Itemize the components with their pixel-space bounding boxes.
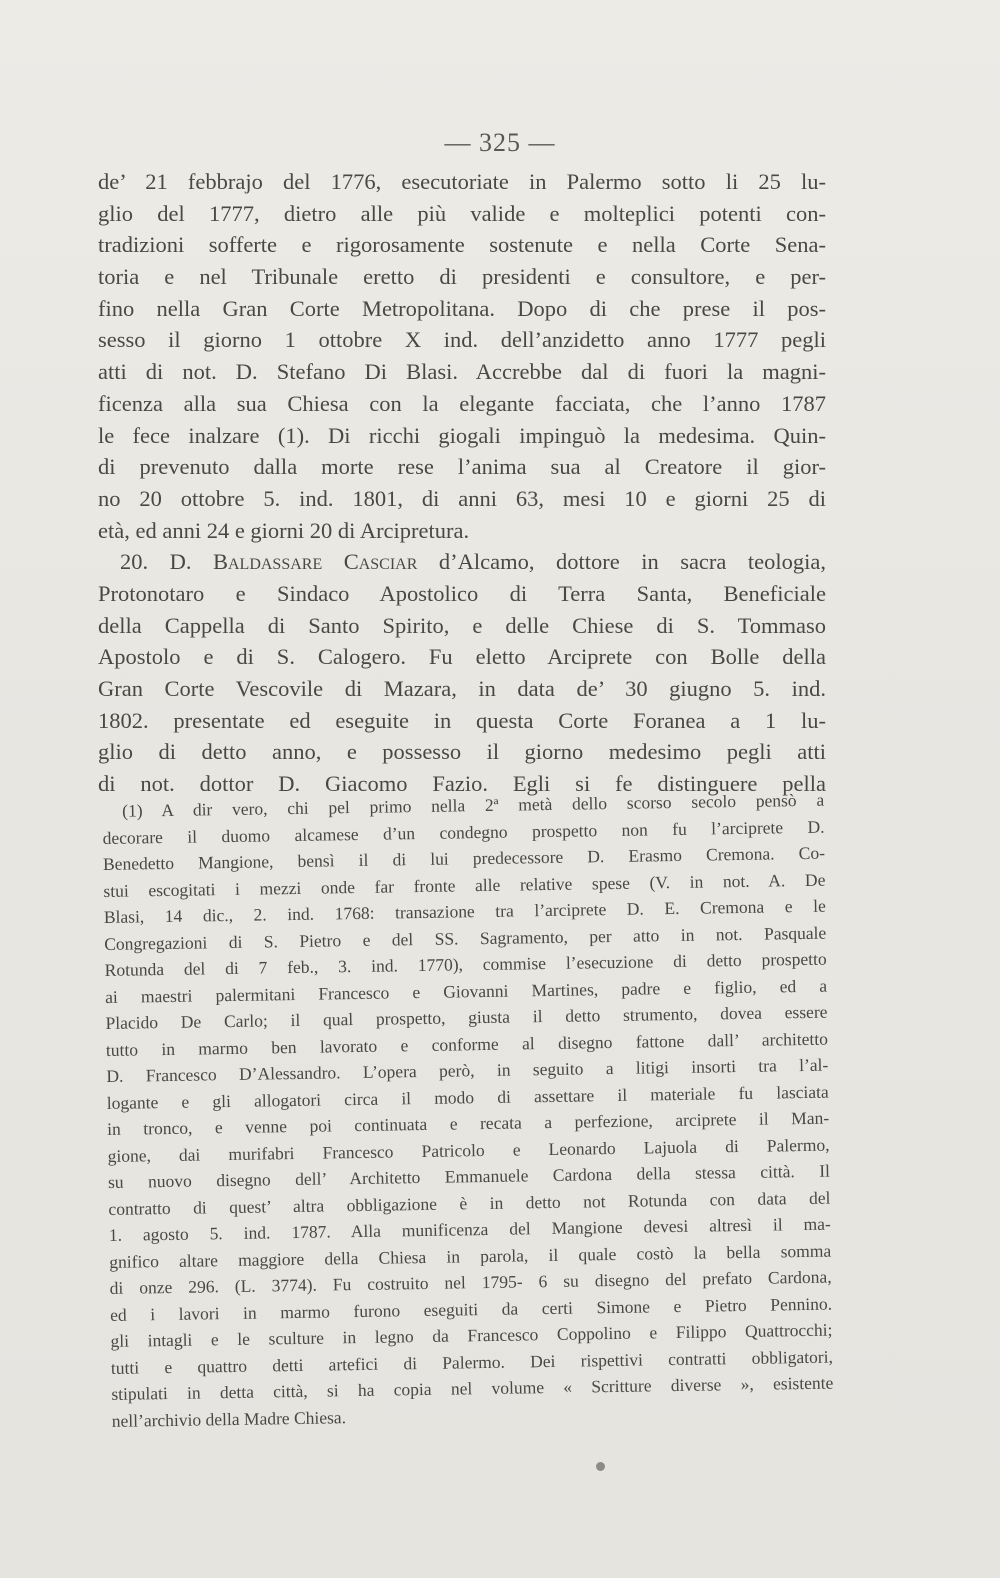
text-line: glio del 1777, dietro alle più valide e molteplici potenti con-	[98, 200, 826, 226]
text-line: Gran Corte Vescovile di Mazara, in data de’ 30 giugno 5. ind.	[98, 676, 826, 701]
text-line: le fece inalzare (1). Di ricchi giogali impinguò la medesima. Quin-	[98, 422, 826, 448]
footnote-line: tutti e quattro detti artefici di Palermo. Dei rispettivi contratti obbligatori,	[110, 1346, 834, 1378]
footnote-line: Congregazioni di S. Pietro e del SS. Sagramento, per atto in not. Pasquale	[104, 922, 827, 954]
ink-dot	[596, 1462, 605, 1471]
footnote-line: decorare il duomo alcamese d’un condegno prospetto non fu l’arciprete D.	[102, 816, 825, 848]
text-line: no 20 ottobre 5. ind. 1801, di anni 63, mesi 10 e giorni 25 di	[98, 485, 826, 511]
text-line: di prevenuto dalla morte rese l’anima sua al Creatore il gior-	[98, 454, 826, 480]
footnote-line: ai maestri palermitani Francesco e Giovanni Martines, padre e figlio, ed a	[104, 975, 828, 1007]
text-line: tradizioni sofferte e rigorosamente sostenute e nella Corte Sena-	[98, 232, 826, 258]
footnote-line: nell’archivio della Madre Chiesa.	[111, 1406, 347, 1431]
entry-name: Baldassare Casciar	[212, 549, 418, 575]
footnote-line: Blasi, 14 dic., 2. ind. 1768: transazione tra l’arciprete D. E. Cremona e le	[103, 895, 826, 927]
footnote-line: stui escogitati i mezzi onde far fronte alle relative spese (V. in not. A. De	[103, 869, 826, 901]
footnote-line: gnifico altare maggiore della Chiesa in parola, il quale costò la bella somma	[109, 1240, 832, 1272]
footnote-line: (1) A dir vero, chi pel primo nella 2ª metà dello scorso secolo pensò a	[122, 789, 825, 821]
footnote-line: Benedetto Mangione, bensì il di lui predecessore D. Erasmo Cremona. Co-	[102, 842, 826, 874]
text-line: fino nella Gran Corte Metropolitana. Dopo di che prese il pos-	[98, 295, 826, 321]
footnote-line: Placido De Carlo; il qual prospetto, giusta il detto strumento, dovea essere	[105, 1001, 828, 1033]
footnote	[102, 787, 834, 1434]
footnote-line: contratto di quest’ altra obbligazione è in detto not Rotunda con data del	[108, 1187, 831, 1219]
entry-heading-rest: d’Alcamo, dottore in sacra teologia,	[417, 549, 826, 575]
footnote-line: 1. agosto 5. ind. 1787. Alla munificenza del Mangione devesi altresì il ma-	[108, 1213, 831, 1245]
text-line: 1802. presentate ed eseguite in questa Corte Foranea a 1 lu-	[98, 707, 826, 733]
text-line: sesso il giorno 1 ottobre X ind. dell’anzidetto anno 1777 pegli	[98, 327, 826, 353]
main-text	[98, 166, 826, 800]
text-line: de’ 21 febbrajo del 1776, esecutoriate in Palermo sotto li 25 lu-	[98, 169, 826, 194]
footnote-line: logante e gli allogatori circa il modo di assettare il materiale fu lasciata	[106, 1081, 829, 1113]
footnote-line: ed i lavori in marmo furono eseguiti da certi Simone e Pietro Pennino.	[109, 1293, 833, 1325]
text-line: della Cappella di Santo Spirito, e delle Chiese di S. Tommaso	[98, 612, 826, 638]
footnote-line: stipulati in detta città, si ha copia nel volume « Scritture diverse », esistente	[111, 1372, 834, 1404]
footnote-line: gione, dai murifabri Francesco Patricolo e Leonardo Lajuola di Palermo,	[107, 1134, 830, 1166]
entry-heading-line	[98, 546, 826, 578]
footnote-line: di onze 296. (L. 3774). Fu costruito nel 1795- 6 su disegno del prefato Cardona,	[109, 1266, 832, 1298]
footnote-line: Rotunda del di 7 feb., 3. ind. 1770), commise l’esecuzione di detto prospetto	[104, 948, 827, 980]
text-line: glio di detto anno, e possesso il giorno medesimo pegli atti	[98, 739, 826, 765]
text-line: toria e nel Tribunale eretto di presidenti e consultore, e per-	[98, 264, 826, 290]
text-line: età, ed anni 24 e giorni 20 di Arcipretura.	[98, 517, 470, 543]
footnote-line: D. Francesco D’Alessandro. L’opera però, in seguito a litigi insorti tra l’al-	[106, 1054, 829, 1086]
text-line: ficenza alla sua Chiesa con la elegante facciata, che l’anno 1787	[98, 390, 826, 416]
text-line: Protonotaro e Sindaco Apostolico di Terra Santa, Beneficiale	[98, 580, 826, 606]
page-number: — 325 —	[444, 128, 556, 157]
text-line: di not. dottor D. Giacomo Fazio. Egli si fe distinguere pella	[98, 771, 826, 797]
text-line: atti di not. D. Stefano Di Blasi. Accrebbe dal di fuori la magni-	[98, 359, 826, 385]
footnote-line: in tronco, e venne poi continuata e recata a perfezione, arciprete il Man-	[107, 1107, 830, 1139]
entry-number: 20. D.	[120, 549, 213, 575]
footnote-line: gli intagli e le sculture in legno da Francesco Coppolino e Filippo Quattrocchi;	[110, 1319, 833, 1351]
footnote-line: tutto in marmo ben lavorato e conforme al disegno fattone dall’ architetto	[105, 1028, 829, 1060]
footnote-line: su nuovo disegno dell’ Architetto Emmanuele Cardona della stessa città. Il	[107, 1160, 831, 1192]
text-line: Apostolo e di S. Calogero. Fu eletto Arciprete con Bolle della	[98, 644, 826, 670]
